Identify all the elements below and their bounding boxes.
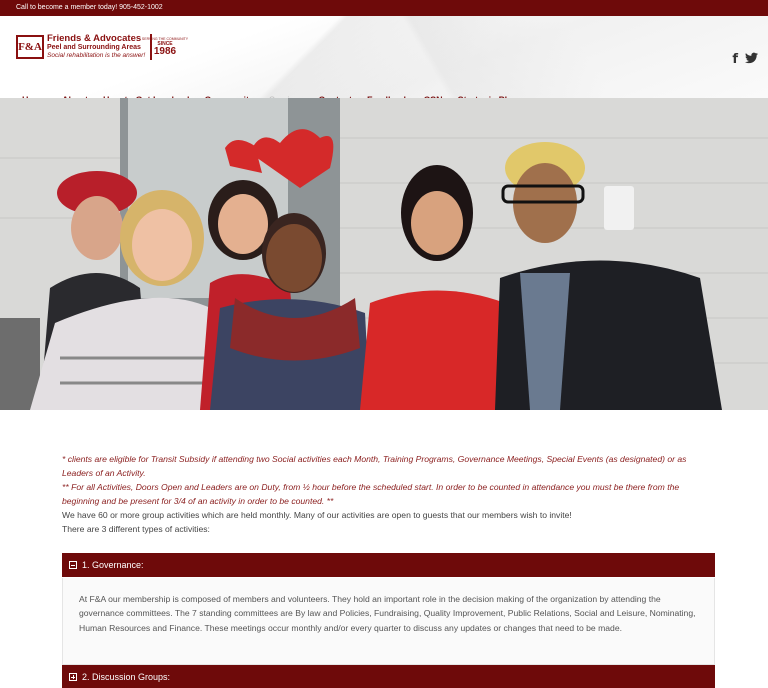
accordion-discussion-groups-header[interactable] <box>62 665 715 688</box>
hero-photo <box>0 98 768 410</box>
logo-subtitle: Peel and Surrounding Areas <box>47 44 141 51</box>
activities-intro <box>62 452 716 536</box>
logo-tagline: Social rehabilitation is the answer! <box>47 52 146 59</box>
logo-mark: F&A <box>16 35 44 59</box>
logo-since-caption: SERVING THE COMMUNITY <box>141 37 189 41</box>
logo-since-badge <box>141 34 189 60</box>
site-logo[interactable] <box>16 33 189 61</box>
social-links <box>732 52 758 68</box>
facebook-icon[interactable]: f <box>732 52 738 67</box>
twitter-icon[interactable] <box>745 52 758 68</box>
accordion-governance-header[interactable] <box>62 553 715 577</box>
logo-since-label: SINCE <box>157 41 173 47</box>
expand-icon <box>69 673 77 681</box>
governance-description: At F&A our membership is composed of members and volunteers. They hold an important role in the decision making of the organization by attending the governance committees. The 7 standing committees are By law and Policies, Fundraising, Quality Improvement, Public Relations, Social and Leisure, Nominating, Human Resources and Finance. These meetings occur monthly and/or every quarter to discuss any updates or changes that need to be made. <box>79 594 696 633</box>
site-header <box>0 16 768 98</box>
accordion-governance-title: 1. Governance: <box>82 560 144 570</box>
accordion-governance-body <box>62 578 715 665</box>
top-bar-text: Call to become a member today! 905-452-1002 <box>16 4 163 11</box>
logo-since-year: 1986 <box>153 46 177 57</box>
activities-count-text: We have 60 or more group activities which are held monthly. Many of our activities are open to guests that our members wish to invite! <box>62 510 572 520</box>
top-bar <box>0 0 768 16</box>
group-photo-illustration <box>0 98 768 410</box>
activity-types-text: There are 3 different types of activities: <box>62 524 210 534</box>
collapse-icon <box>69 561 77 569</box>
accordion-discussion-groups-title: 2. Discussion Groups: <box>82 672 171 682</box>
transit-subsidy-note: * clients are eligible for Transit Subsidy if attending two Social activities each Month, Training Programs, Governance Meetings, Special Events (as designated) or as Leaders of an Activity. <box>62 454 687 478</box>
attendance-note: ** For all Activities, Doors Open and Leaders are on Duty, from ½ hour before the scheduled start. In order to be counted in attendance you must be there from the beginning and be present for 3/4 of an activity in order to be counted. ** <box>62 482 680 506</box>
logo-text <box>47 34 147 60</box>
logo-title: Friends & Advocates <box>47 33 142 44</box>
